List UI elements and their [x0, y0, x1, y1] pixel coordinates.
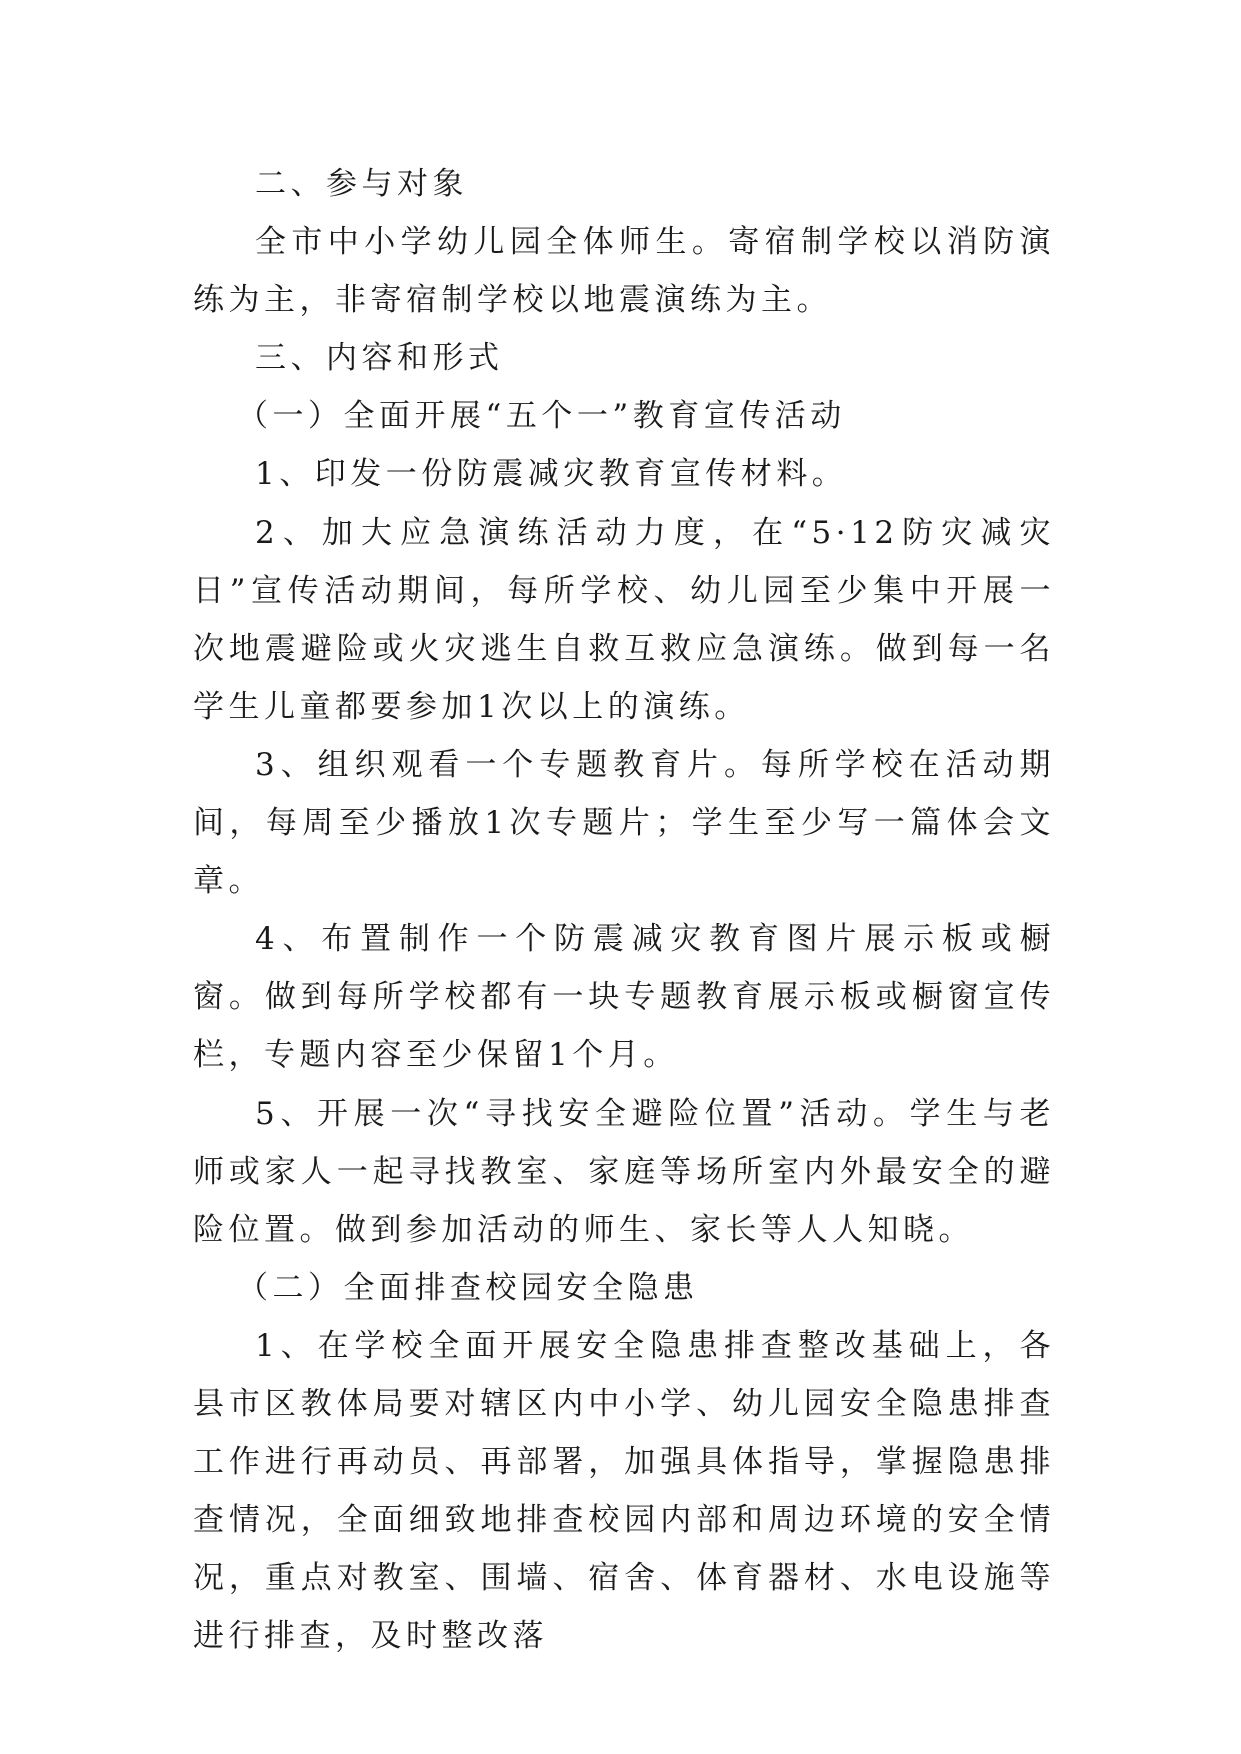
participants-paragraph: 全市中小学幼儿园全体师生。寄宿制学校以消防演练为主，非寄宿制学校以地震演练为主。 — [193, 224, 1055, 319]
subsection-heading-hazard-check: （二）全面排查校园安全隐患 — [237, 1269, 699, 1306]
item-1-materials: 1、印发一份防震减灾教育宣传材料。 — [255, 456, 848, 493]
item-4-display-board: 4、布置制作一个防震减灾教育图片展示板或橱窗。做到每所学校都有一块专题教育展示板或橱窗宣传栏，专题内容至少保留1个月。 — [193, 921, 1055, 1074]
item-3-film: 3、组织观看一个专题教育片。每所学校在活动期间，每周至少播放1次专题片；学生至少写一篇体会文章。 — [193, 746, 1055, 900]
subsection-heading-five-ones: （一）全面开展“五个一”教育宣传活动 — [237, 398, 846, 435]
section-heading-participants: 二、参与对象 — [255, 166, 468, 202]
item-2-drills: 2、加大应急演练活动力度，在“5·12防灾减灾日”宣传活动期间，每所学校、幼儿园至少集中开展一次地震避险或火灾逃生自救互救应急演练。做到每一名学生儿童都要参加1次以上的演练。 — [193, 514, 1055, 725]
document-body — [193, 155, 1055, 1665]
hazard-item-1: 1、在学校全面开展安全隐患排查整改基础上，各县市区教体局要对辖区内中小学、幼儿园安全隐患排查工作进行再动员、再部署，加强具体指导，掌握隐患排查情况，全面细致地排查校园内部和周边环境的安全情况，重点对教室、围墙、宿舍、体育器材、水电设施等进行排查，及时整改落 — [193, 1327, 1055, 1655]
section-heading-content-form: 三、内容和形式 — [255, 340, 504, 377]
item-5-safe-location: 5、开展一次“寻找安全避险位置”活动。学生与老师或家人一起寻找教室、家庭等场所室内外最安全的避险位置。做到参加活动的师生、家长等人人知晓。 — [193, 1095, 1055, 1248]
